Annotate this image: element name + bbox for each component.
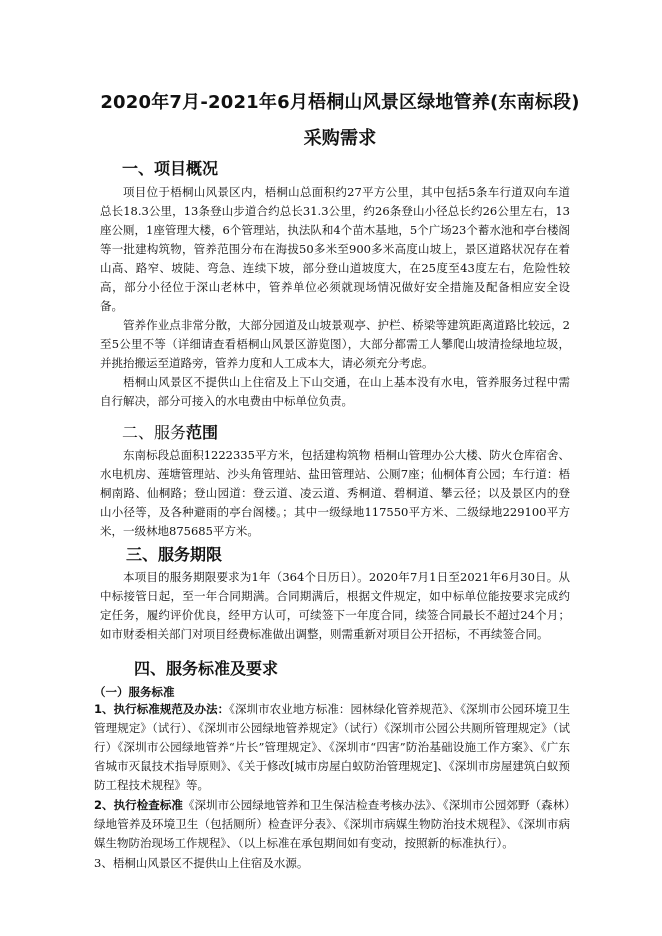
section-3-heading: 三、服务期限 bbox=[126, 545, 223, 564]
section-2-paragraph: 东南标段总面积1222335平方米，包括建构筑物 梧桐山管理办公大楼、防火仓库宿舍、水电机房、莲塘管理站、沙头角管理站、盐田管理站、公厕7座；仙桐体育公园；车行道：梧桐南路、仙桐路；登山园道：登云道、凌云道、秀桐道、碧桐道、攀云径；以及景区内的登山小径等，及各种避雨的亭台阁楼。；其中一级绿地117550平方米、二级绿地229100平方米，一级林地875685平方米。 bbox=[100, 448, 570, 538]
standard-item-2-text: 《深圳市公园绿地管养和卫生保洁检查考核办法》、《深圳市公园郊野（森林）绿地管养及环境卫生（包括厕所）检查评分表》、《深圳市病媒生物防治技术规程》、《深圳市病媒生物防治现场工作规程》、（以上标准在承包期间如有变动，按照新的标准执行）。 bbox=[94, 798, 570, 850]
section-2-heading-part-a: 二、服务 bbox=[122, 423, 187, 442]
standard-item-1-label: 1、执行标准规范及办法： bbox=[94, 702, 230, 716]
section-2-heading bbox=[122, 420, 218, 443]
section-1-paragraph-3: 梧桐山风景区不提供山上住宿及上下山交通，在山上基本没有水电，管养服务过程中需自行解决，部分可接入的水电费由中标单位负责。 bbox=[100, 375, 570, 408]
standard-item-1-text: 《深圳市农业地方标准：园林绿化管养规范》、《深圳市公园环境卫生管理规定》（试行）、《深圳市公园绿地管养规定》（试行）《深圳市公园公共厕所管理规定》（试行）《深圳市公园绿地管养“片长”管理规定》、《深圳市“四害”防治基础设施工作方案》、《广东省城市灭鼠技术指导原则》、《关于修改[城市房屋白蚁防治管理规定]、《深圳市房屋建筑白蚁预防工程技术规程》等。 bbox=[94, 702, 570, 792]
standard-item-1 bbox=[94, 700, 570, 795]
standard-item-2 bbox=[94, 796, 570, 853]
section-3-paragraph: 本项目的服务期限要求为1年（364个日历日）。2020年7月1日至2021年6月30日。从中标接管日起，至一年合同期满。合同期满后，根据文件规定，如中标单位能按要求完成约定任务，履约评价优良，经甲方认可，可续签下一年度合同，续签合同最长不超过24个月；如市财委相关部门对项目经费标准做出调整，则需重新对项目公开招标，不再续签合同。 bbox=[100, 570, 570, 641]
section-4-heading: 四、服务标准及要求 bbox=[134, 659, 279, 678]
subsection-service-standard: （一）服务标准 bbox=[94, 685, 175, 699]
section-1-paragraph-2: 管养作业点非常分散，大部分园道及山坡景观亭、护栏、桥梁等建筑距离道路比较远，2至5公里不等（详细请查看梧桐山风景区游览图），大部分都需工人攀爬山坡清捡绿地垃圾，并挑抬搬运至道路旁，管养力度和人工成本大，请必须充分考虑。 bbox=[100, 318, 570, 370]
standard-item-2-label: 2、执行检查标准 bbox=[94, 798, 183, 812]
standard-item-3: 3、梧桐山风景区不提供山上住宿及水源。 bbox=[94, 856, 309, 870]
section-1-heading: 一、项目概况 bbox=[122, 159, 219, 178]
document-subtitle: 采购需求 bbox=[303, 128, 377, 149]
section-1-paragraph-1: 项目位于梧桐山风景区内，梧桐山总面积约27平方公里，其中包括5条车行道双向车道总长18.3公里，13条登山步道合约总长31.3公里，约26条登山小径总长约26公里左右，13座公厕，1座管理大楼，6个管理站，执法队和4个苗木基地，5个广场23个蓄水池和亭台楼阁等一批建构筑物，管养范围分布在海拔50多米至900多米高度山坡上，景区道路状况存在着山高、路窄、坡陡、弯急、连续下坡，部分登山道坡度大，在25度至43度左右，危险性较高，部分小径位于深山老林中，管养单位必须就现场情况做好安全措施及配备相应安全设备。 bbox=[100, 185, 570, 313]
document-title: 2020年7月-2021年6月梧桐山风景区绿地管养(东南标段) bbox=[100, 92, 580, 113]
section-2-heading-part-b: 范围 bbox=[186, 423, 219, 442]
